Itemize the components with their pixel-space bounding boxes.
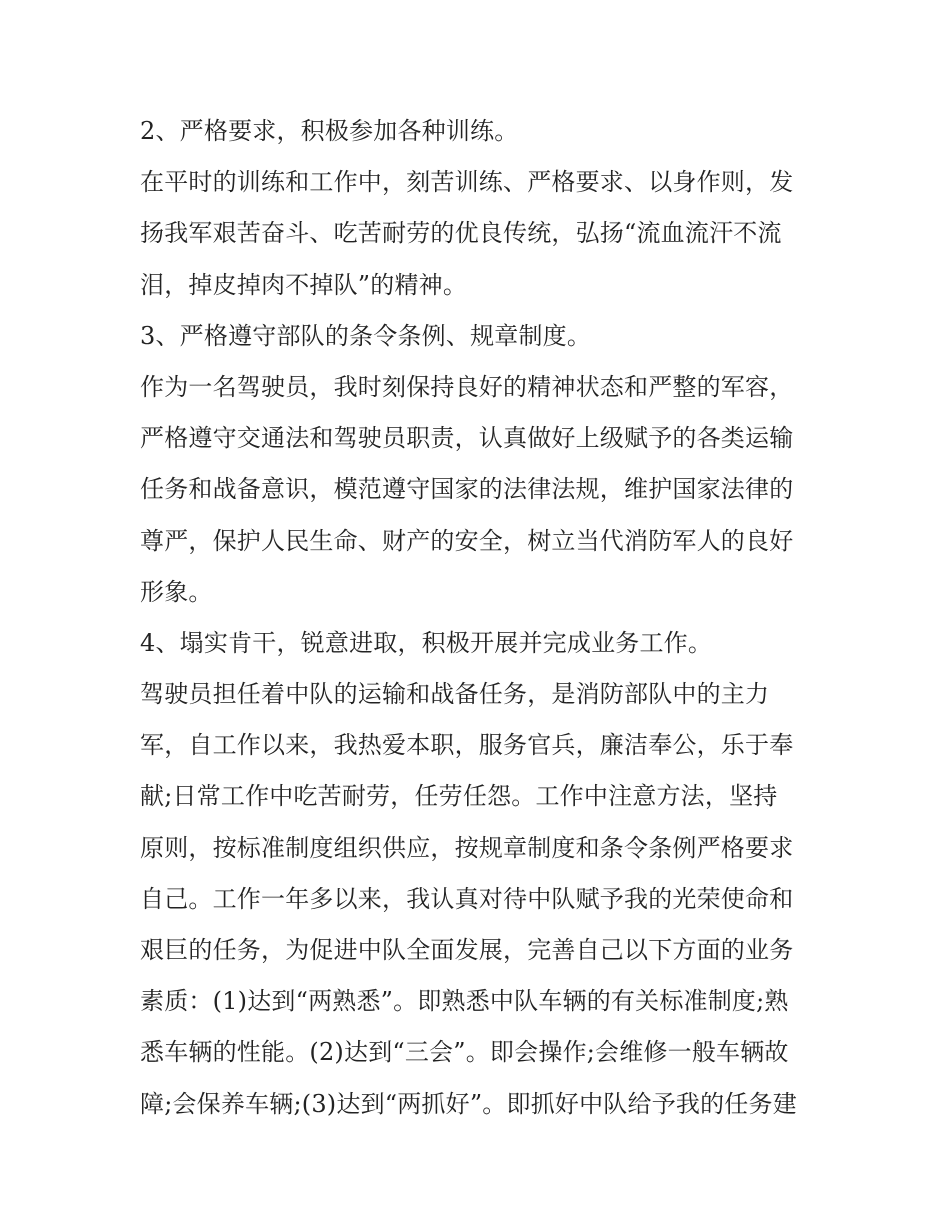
- paragraph-line: 泪，掉皮掉肉不掉队”的精神。: [140, 270, 468, 299]
- paragraph-line: 自己。工作一年多以来，我认真对待中队赋予我的光荣使命和: [140, 884, 794, 913]
- paragraph-line: 严格遵守交通法和驾驶员职责，认真做好上级赋予的各类运输: [140, 424, 794, 453]
- paragraph-line: 素质：(1)达到“两熟悉”。即熟悉中队车辆的有关标准制度;熟: [140, 987, 789, 1016]
- paragraph-line: 献;日常工作中吃苦耐劳，任劳任怨。工作中注意方法，坚持: [140, 782, 778, 811]
- heading-3: 3、严格遵守部队的条令条例、规章制度。: [140, 321, 592, 350]
- paragraph-line: 原则，按标准制度组织供应，按规章制度和条令条例严格要求: [140, 833, 794, 862]
- heading-2: 2、严格要求，积极参加各种训练。: [140, 117, 519, 145]
- paragraph-line: 艰巨的任务，为促进中队全面发展，完善自己以下方面的业务: [140, 936, 794, 964]
- paragraph-line: 军，自工作以来，我热爱本职，服务官兵，廉洁奉公，乐于奉: [140, 731, 794, 760]
- paragraph-line: 障;会保养车辆;(3)达到“两抓好”。即抓好中队给予我的任务建: [140, 1089, 797, 1118]
- paragraph-line: 尊严，保护人民生命、财产的安全，树立当代消防军人的良好: [140, 526, 794, 555]
- paragraph-line: 作为一名驾驶员，我时刻保持良好的精神状态和严整的军容，: [140, 372, 794, 401]
- paragraph-line: 在平时的训练和工作中，刻苦训练、严格要求、以身作则，发: [140, 168, 794, 197]
- document-body: [140, 106, 820, 1130]
- heading-4: 4、塌实肯干，锐意进取，积极开展并完成业务工作。: [140, 628, 713, 657]
- paragraph-line: 任务和战备意识，模范遵守国家的法律法规，维护国家法律的: [140, 475, 794, 504]
- paragraph-line: 扬我军艰苦奋斗、吃苦耐劳的优良传统，弘扬“流血流汗不流: [140, 219, 782, 248]
- paragraph-line: 形象。: [140, 577, 213, 606]
- paragraph-line: 驾驶员担任着中队的运输和战备任务，是消防部队中的主力: [140, 680, 770, 709]
- paragraph-line: 悉车辆的性能。(2)达到“三会”。即会操作;会维修一般车辆故: [140, 1038, 789, 1067]
